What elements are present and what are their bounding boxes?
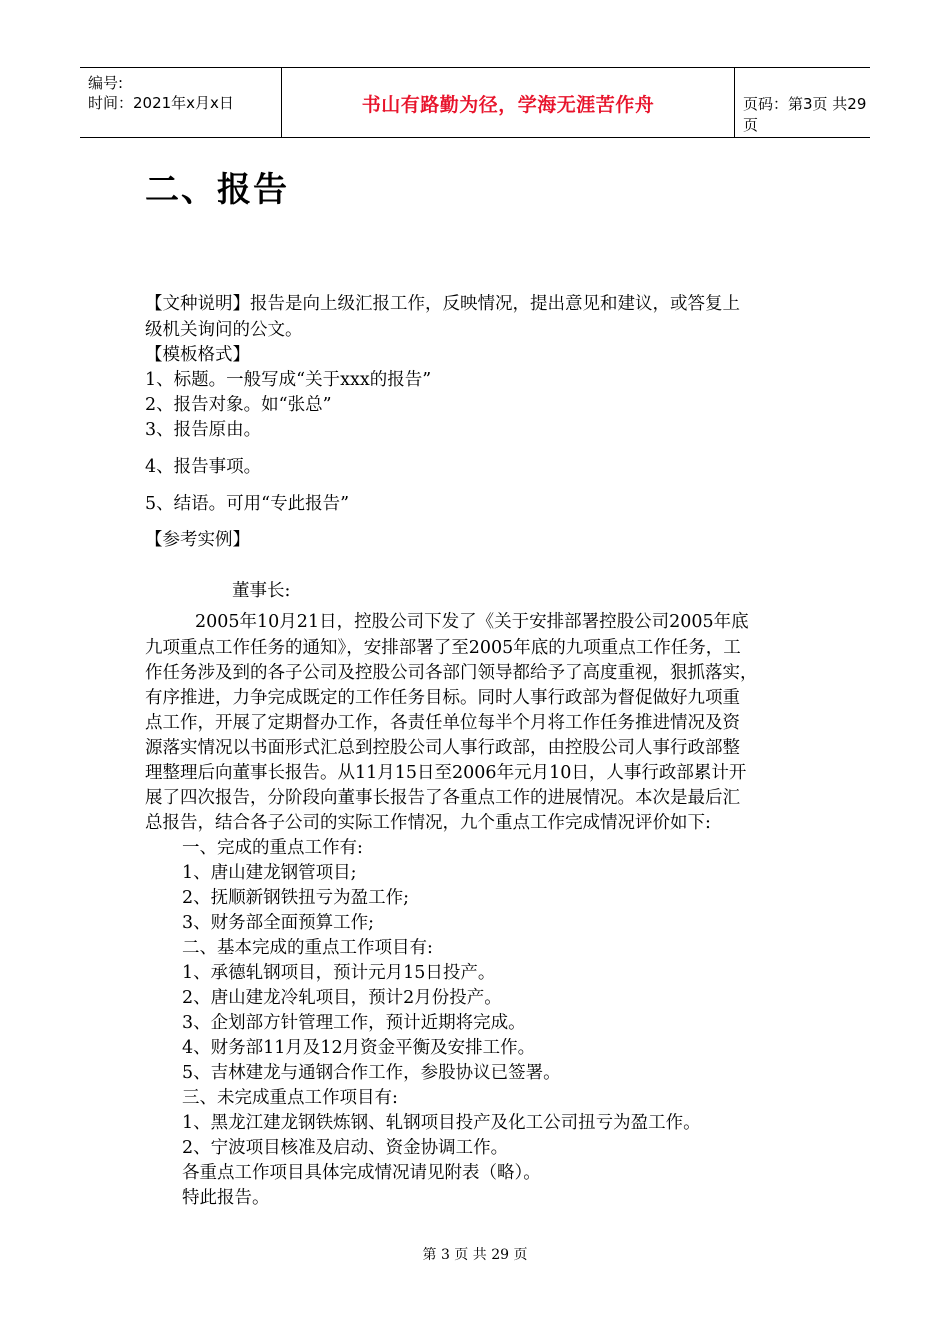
list-item: 各重点工作项目具体完成情况请见附表（略）。	[182, 1163, 541, 1183]
body-line: 九项重点工作任务的通知》，安排部署了至2005年底的九项重点工作任务，工	[145, 638, 741, 658]
intro-line: 【文种说明】报告是向上级汇报工作，反映情况，提出意见和建议，或答复上	[145, 294, 740, 314]
intro-line: 【参考实例】	[145, 530, 250, 550]
intro-line: 4、报告事项。	[145, 457, 262, 477]
salutation: 董事长:	[232, 581, 291, 601]
header-meta-cell	[80, 68, 282, 137]
list-item: 1、承德轧钢项目，预计元月15日投产。	[182, 963, 496, 983]
list-item: 特此报告。	[182, 1188, 270, 1208]
body-line: 2005年10月21日，控股公司下发了《关于安排部署控股公司2005年底	[195, 612, 749, 632]
list-item: 1、唐山建龙钢管项目;	[182, 863, 357, 883]
list-item: 3、企划部方针管理工作，预计近期将完成。	[182, 1013, 526, 1033]
number-label: 编号:	[88, 74, 124, 92]
time-label: 时间：2021年x月x日	[88, 94, 234, 112]
list-item: 4、财务部11月及12月资金平衡及安排工作。	[182, 1038, 536, 1058]
list-item: 2、抚顺新钢铁扭亏为盈工作;	[182, 888, 410, 908]
intro-line: 【模板格式】	[145, 345, 250, 365]
header-page-cell	[735, 68, 870, 137]
list-item: 一、完成的重点工作有:	[182, 838, 363, 858]
list-item: 1、黑龙江建龙钢铁炼钢、轧钢项目投产及化工公司扭亏为盈工作。	[182, 1113, 701, 1133]
page-header	[80, 67, 870, 138]
body-line: 作任务涉及到的各子公司及控股公司各部门领导都给予了高度重视，狠抓落实，	[145, 663, 758, 683]
intro-line: 2、报告对象。如“张总”	[145, 395, 332, 415]
body-line: 点工作，开展了定期督办工作，各责任单位每半个月将工作任务推进情况及资	[145, 713, 740, 733]
list-item: 三、未完成重点工作项目有:	[182, 1088, 398, 1108]
intro-line: 级机关询问的公文。	[145, 320, 303, 340]
header-motto-cell	[282, 68, 735, 137]
body-line: 总报告，结合各子公司的实际工作情况，九个重点工作完成情况评价如下:	[145, 813, 711, 833]
intro-line: 5、结语。可用“专此报告”	[145, 494, 350, 514]
body-line: 展了四次报告，分阶段向董事长报告了各重点工作的进展情况。本次是最后汇	[145, 788, 740, 808]
intro-line: 3、报告原由。	[145, 420, 262, 440]
body-line: 理整理后向董事长报告。从11月15日至2006年元月10日，人事行政部累计开	[145, 763, 747, 783]
list-item: 2、唐山建龙冷轧项目，预计2月份投产。	[182, 988, 502, 1008]
motto-text: 书山有路勤为径，学海无涯苦作舟	[361, 94, 655, 116]
list-item: 5、吉林建龙与通钢合作工作，参股协议已签署。	[182, 1063, 561, 1083]
body-line: 有序推进，力争完成既定的工作任务目标。同时人事行政部为督促做好九项重	[145, 688, 740, 708]
body-line: 源落实情况以书面形式汇总到控股公司人事行政部，由控股公司人事行政部整	[145, 738, 740, 758]
list-item: 3、财务部全面预算工作;	[182, 913, 375, 933]
list-item: 2、宁波项目核准及启动、资金协调工作。	[182, 1138, 509, 1158]
page-footer: 第 3 页 共 29 页	[422, 1247, 528, 1263]
page-info: 页码：第3页 共29页	[743, 95, 867, 134]
list-item: 二、基本完成的重点工作项目有:	[182, 938, 433, 958]
section-title: 二、报告	[145, 170, 289, 210]
intro-line: 1、标题。一般写成“关于xxx的报告”	[145, 370, 432, 390]
